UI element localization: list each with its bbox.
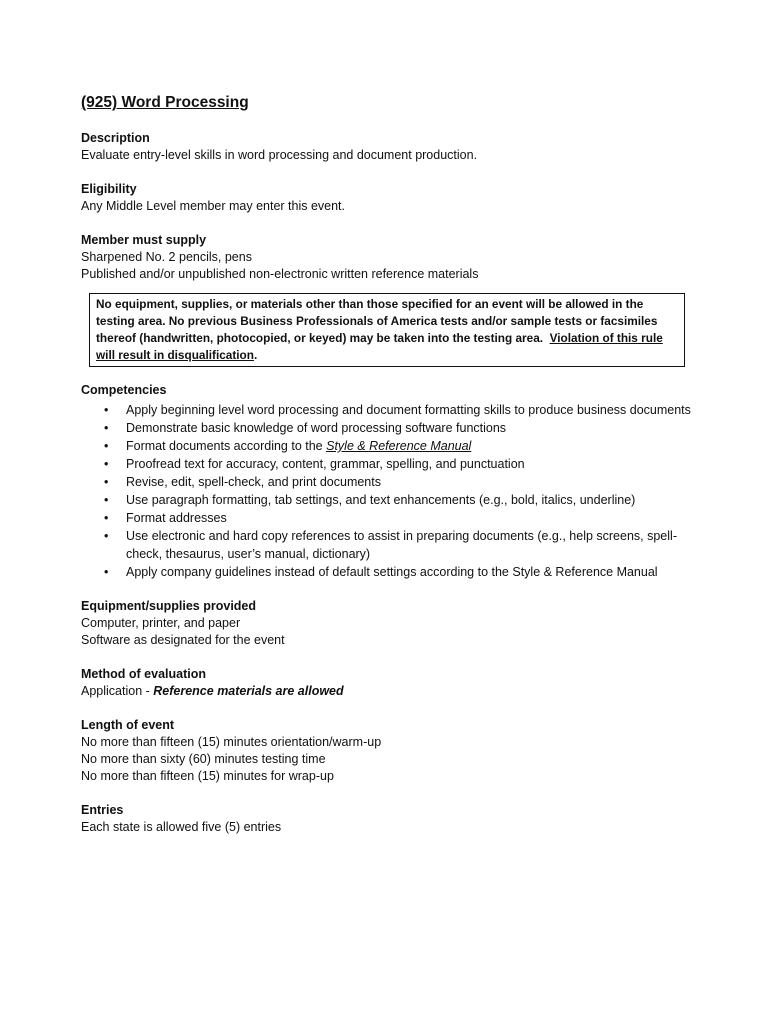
bullet-icon: • [104, 565, 109, 579]
bullet-icon: • [104, 439, 109, 453]
bullet-icon: • [104, 403, 109, 417]
equipment-section [81, 598, 691, 649]
list-item [81, 563, 691, 581]
list-item [81, 491, 691, 509]
member-supply-line: Sharpened No. 2 pencils, pens [81, 250, 252, 264]
description-section [81, 130, 691, 164]
competencies-section [81, 382, 691, 581]
document-page [81, 92, 691, 853]
eligibility-heading: Eligibility [81, 182, 137, 196]
notice-text: No equipment, supplies, or materials other than those specified for an event will be allowed in the testing area. No previous Business Professionals of America tests and/or sample tests or facsimiles thereof (handwritten, photocopied, or keyed) may be taken into the testing area. [96, 297, 658, 345]
eligibility-section [81, 181, 691, 215]
bullet-icon: • [104, 475, 109, 489]
bullet-icon: • [104, 511, 109, 525]
competency-text: Apply company guidelines instead of default settings according to the Style & Reference Manual [126, 565, 658, 579]
competencies-heading: Competencies [81, 383, 167, 397]
bullet-icon: • [104, 457, 109, 471]
disqualification-notice [89, 293, 685, 367]
evaluation-text [81, 683, 691, 700]
competency-text: Use paragraph formatting, tab settings, and text enhancements (e.g., bold, italics, underline) [126, 493, 636, 507]
evaluation-section [81, 666, 691, 700]
length-line: No more than sixty (60) minutes testing time [81, 752, 326, 766]
evaluation-heading: Method of evaluation [81, 667, 206, 681]
eligibility-text: Any Middle Level member may enter this event. [81, 199, 346, 213]
notice-underlined: Violation of this rule will result in disqualification [96, 331, 663, 362]
competency-text: Format documents according to the [126, 439, 327, 453]
competency-text: Apply beginning level word processing and document formatting skills to produce business documents [126, 403, 691, 417]
entries-heading: Entries [81, 803, 124, 817]
competency-text: Use electronic and hard copy references to assist in preparing documents (e.g., help screens, spell-check, thesaurus, user’s manual, dictionary) [126, 529, 677, 561]
notice-end: . [253, 348, 258, 362]
member-supply-section [81, 232, 691, 283]
equipment-line: Computer, printer, and paper [81, 616, 241, 630]
bullet-icon: • [104, 529, 109, 543]
bullet-icon: • [104, 421, 109, 435]
evaluation-prefix: Application - [81, 684, 154, 698]
length-line: No more than fifteen (15) minutes for wrap-up [81, 769, 334, 783]
description-heading: Description [81, 131, 150, 145]
description-text: Evaluate entry-level skills in word processing and document production. [81, 148, 478, 162]
length-section [81, 717, 691, 785]
length-line: No more than fifteen (15) minutes orientation/warm-up [81, 735, 382, 749]
competencies-list [81, 401, 691, 581]
bullet-icon: • [104, 493, 109, 507]
entries-section [81, 802, 691, 836]
list-item [81, 473, 691, 491]
list-item [81, 527, 691, 563]
list-item [81, 419, 691, 437]
equipment-heading: Equipment/supplies provided [81, 599, 257, 613]
length-heading: Length of event [81, 718, 175, 732]
list-item [81, 509, 691, 527]
entries-text: Each state is allowed five (5) entries [81, 820, 282, 834]
list-item [81, 437, 691, 455]
competency-text: Demonstrate basic knowledge of word processing software functions [126, 421, 507, 435]
competency-text: Format addresses [126, 511, 227, 525]
list-item [81, 455, 691, 473]
member-supply-line: Published and/or unpublished non-electronic written reference materials [81, 267, 479, 281]
page-title: (925) Word Processing [81, 94, 249, 111]
evaluation-emphasis: Reference materials are allowed [153, 684, 344, 698]
competency-text: Proofread text for accuracy, content, grammar, spelling, and punctuation [126, 457, 525, 471]
competency-text: Revise, edit, spell-check, and print documents [126, 475, 381, 489]
member-supply-heading: Member must supply [81, 233, 207, 247]
style-reference-manual-link[interactable]: Style & Reference Manual [326, 439, 472, 453]
equipment-line: Software as designated for the event [81, 633, 285, 647]
list-item [81, 401, 691, 419]
